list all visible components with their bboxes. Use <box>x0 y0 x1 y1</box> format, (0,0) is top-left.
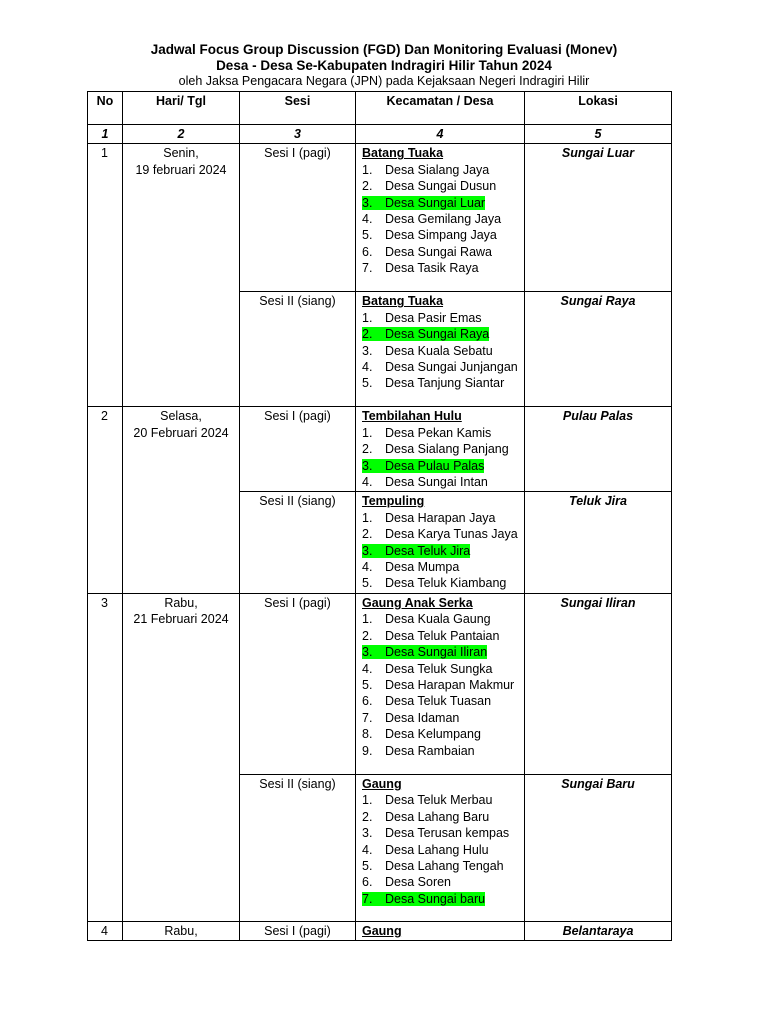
column-number: 4 <box>356 125 525 144</box>
district-cell <box>356 292 525 407</box>
date: 20 Februari 2024 <box>133 425 229 440</box>
day-name: Senin, <box>163 146 199 161</box>
village-name: Desa Sungai Dusun <box>385 179 497 194</box>
village-item-content <box>362 843 489 857</box>
location: Belantaraya <box>525 921 672 940</box>
village-item-content <box>362 826 509 840</box>
village-item-content <box>362 360 518 374</box>
village-item <box>362 842 518 858</box>
column-number: 5 <box>525 125 672 144</box>
village-item-content <box>362 678 514 692</box>
village-number: 1. <box>362 793 373 808</box>
village-number: 2. <box>362 628 373 643</box>
village-item-content <box>362 212 501 226</box>
village-item-content <box>362 793 492 807</box>
village-item-content <box>362 727 481 741</box>
session-label: Sesi I (pagi) <box>240 144 356 292</box>
village-item <box>362 526 518 542</box>
village-item-content <box>362 163 489 177</box>
village-number: 3. <box>362 543 373 558</box>
district-cell <box>356 144 525 292</box>
village-number: 4. <box>362 212 373 227</box>
village-number: 4. <box>362 360 373 375</box>
village-name: Desa Lahang Baru <box>385 809 490 824</box>
village-item-content <box>362 261 479 275</box>
district-name: Gaung <box>362 776 402 791</box>
village-item <box>362 260 518 276</box>
village-item <box>362 543 518 559</box>
village-item <box>362 628 518 644</box>
village-name: Desa Teluk Jira <box>385 543 471 558</box>
village-number: 6. <box>362 244 373 259</box>
district-name: Batang Tuaka <box>362 294 444 309</box>
village-name: Desa Terusan kempas <box>385 826 510 841</box>
village-item-content <box>362 327 489 341</box>
village-item-content <box>362 475 488 489</box>
village-name: Desa Lahang Hulu <box>385 842 489 857</box>
village-name: Desa Gemilang Jaya <box>385 212 502 227</box>
village-number: 2. <box>362 442 373 457</box>
day-name: Selasa, <box>160 409 202 424</box>
village-item-content <box>362 875 451 889</box>
location: Pulau Palas <box>525 407 672 492</box>
village-item-content <box>362 612 491 626</box>
district-name: Gaung Anak Serka <box>362 595 473 610</box>
village-number: 3. <box>362 343 373 358</box>
village-item-content <box>362 694 491 708</box>
village-item <box>362 661 518 677</box>
location: Sungai Baru <box>525 774 672 921</box>
village-name: Desa Pulau Palas <box>385 458 485 473</box>
village-item-content <box>362 311 482 325</box>
village-number: 1. <box>362 510 373 525</box>
row-number: 1 <box>88 144 123 407</box>
village-item <box>362 792 518 808</box>
district-cell <box>356 492 525 593</box>
village-name: Desa Sialang Jaya <box>385 162 490 177</box>
village-item <box>362 425 518 441</box>
village-name: Desa Teluk Merbau <box>385 793 493 808</box>
village-number: 2. <box>362 809 373 824</box>
village-name: Desa Sialang Panjang <box>385 442 509 457</box>
village-item-content <box>362 245 492 259</box>
village-number: 3. <box>362 458 373 473</box>
document-title-line1: Jadwal Focus Group Discussion (FGD) Dan Monitoring Evaluasi (Monev) <box>150 42 618 57</box>
village-name: Desa Sungai Intan <box>385 475 488 490</box>
village-item <box>362 375 518 391</box>
village-number: 6. <box>362 875 373 890</box>
village-item <box>362 677 518 693</box>
village-item-content <box>362 629 499 643</box>
village-item <box>362 858 518 874</box>
village-name: Desa Kelumpang <box>385 727 481 742</box>
column-number: 1 <box>88 125 123 144</box>
village-item-content <box>362 859 504 873</box>
header-date: Hari/ Tgl <box>123 92 240 125</box>
village-item <box>362 178 518 194</box>
location: Sungai Iliran <box>525 593 672 774</box>
day-name: Rabu, <box>164 923 198 938</box>
village-name: Desa Teluk Kiambang <box>385 576 507 591</box>
village-item <box>362 244 518 260</box>
village-item <box>362 211 518 227</box>
village-number: 4. <box>362 475 373 490</box>
row-number: 4 <box>88 921 123 940</box>
village-number: 3. <box>362 195 373 210</box>
village-item <box>362 326 518 342</box>
village-item <box>362 726 518 742</box>
village-item <box>362 359 518 375</box>
village-number: 2. <box>362 527 373 542</box>
village-number: 3. <box>362 645 373 660</box>
village-number: 7. <box>362 891 373 906</box>
day-date-cell <box>123 593 240 921</box>
village-number: 2. <box>362 327 373 342</box>
village-name: Desa Sungai Luar <box>385 195 486 210</box>
village-name: Desa Sungai Rawa <box>385 244 493 259</box>
village-item <box>362 227 518 243</box>
village-item <box>362 474 518 490</box>
village-item-content <box>362 662 492 676</box>
session-label: Sesi I (pagi) <box>240 921 356 940</box>
village-item-content <box>362 711 459 725</box>
district-cell <box>356 593 525 774</box>
schedule-row <box>88 144 672 292</box>
village-number: 9. <box>362 743 373 758</box>
village-number: 5. <box>362 376 373 391</box>
village-name: Desa Lahang Tengah <box>385 858 504 873</box>
village-name: Desa Teluk Pantaian <box>385 628 500 643</box>
village-name: Desa Pasir Emas <box>385 310 482 325</box>
schedule-row <box>88 593 672 774</box>
village-item-content <box>362 527 518 541</box>
village-item-content <box>362 344 493 358</box>
location: Sungai Raya <box>525 292 672 407</box>
village-item-content <box>362 544 470 558</box>
village-item <box>362 195 518 211</box>
village-number: 5. <box>362 858 373 873</box>
day-name: Rabu, <box>164 595 198 610</box>
day-date-cell <box>123 407 240 593</box>
village-item-content <box>362 892 485 906</box>
village-item-content <box>362 744 475 758</box>
village-name: Desa Rambaian <box>385 743 475 758</box>
village-item <box>362 458 518 474</box>
village-item-content <box>362 228 497 242</box>
village-number: 4. <box>362 661 373 676</box>
date: 21 Februari 2024 <box>133 612 229 627</box>
village-name: Desa Tasik Raya <box>385 261 479 276</box>
village-name: Desa Simpang Jaya <box>385 228 497 243</box>
village-name: Desa Harapan Makmur <box>385 677 515 692</box>
village-item-content <box>362 426 491 440</box>
village-item <box>362 510 518 526</box>
village-name: Desa Mumpa <box>385 560 460 575</box>
session-label: Sesi II (siang) <box>240 492 356 593</box>
village-item <box>362 891 518 907</box>
village-item <box>362 343 518 359</box>
district-cell <box>356 921 525 940</box>
document-title-line2: Desa - Desa Se-Kabupaten Indragiri Hilir Tahun 2024 <box>216 58 552 73</box>
village-item-content <box>362 645 487 659</box>
village-number: 1. <box>362 425 373 440</box>
column-number-row <box>88 125 672 144</box>
village-item-content <box>362 442 509 456</box>
village-item-content <box>362 810 489 824</box>
session-label: Sesi I (pagi) <box>240 593 356 774</box>
header-no: No <box>88 92 123 125</box>
village-name: Desa Sungai Junjangan <box>385 360 518 375</box>
village-number: 1. <box>362 310 373 325</box>
session-label: Sesi II (siang) <box>240 774 356 921</box>
row-number: 2 <box>88 407 123 593</box>
village-item-content <box>362 560 459 574</box>
village-number: 7. <box>362 261 373 276</box>
schedule-row <box>88 921 672 940</box>
village-item-content <box>362 576 506 590</box>
header-session: Sesi <box>240 92 356 125</box>
district-name: Batang Tuaka <box>362 146 444 161</box>
header-district: Kecamatan / Desa <box>356 92 525 125</box>
day-date-cell <box>123 921 240 940</box>
village-name: Desa Idaman <box>385 710 460 725</box>
village-item <box>362 559 518 575</box>
row-number: 3 <box>88 593 123 921</box>
village-item <box>362 710 518 726</box>
district-cell <box>356 774 525 921</box>
schedule-table <box>87 91 672 941</box>
village-number: 1. <box>362 612 373 627</box>
column-number: 3 <box>240 125 356 144</box>
district-name: Tempuling <box>362 494 425 509</box>
village-number: 2. <box>362 179 373 194</box>
district-cell <box>356 407 525 492</box>
village-item-content <box>362 459 484 473</box>
village-name: Desa Teluk Sungka <box>385 661 493 676</box>
village-item-content <box>362 511 495 525</box>
village-name: Desa Sungai Iliran <box>385 645 488 660</box>
village-name: Desa Karya Tunas Jaya <box>385 527 518 542</box>
location: Teluk Jira <box>525 492 672 593</box>
village-number: 3. <box>362 826 373 841</box>
district-name: Gaung <box>362 923 402 938</box>
village-item <box>362 693 518 709</box>
village-item <box>362 825 518 841</box>
village-number: 8. <box>362 727 373 742</box>
village-number: 1. <box>362 162 373 177</box>
column-number: 2 <box>123 125 240 144</box>
village-item <box>362 874 518 890</box>
village-number: 4. <box>362 842 373 857</box>
header-location: Lokasi <box>525 92 672 125</box>
date: 19 februari 2024 <box>135 162 227 177</box>
village-item <box>362 743 518 759</box>
schedule-row <box>88 407 672 492</box>
village-name: Desa Sungai Raya <box>385 327 490 342</box>
village-name: Desa Harapan Jaya <box>385 510 496 525</box>
village-number: 5. <box>362 576 373 591</box>
village-item <box>362 441 518 457</box>
village-number: 5. <box>362 228 373 243</box>
village-name: Desa Soren <box>385 875 452 890</box>
village-name: Desa Sungai baru <box>385 891 486 906</box>
village-name: Desa Kuala Gaung <box>385 612 491 627</box>
district-name: Tembilahan Hulu <box>362 409 462 424</box>
village-item <box>362 162 518 178</box>
village-number: 7. <box>362 710 373 725</box>
village-number: 6. <box>362 694 373 709</box>
village-item-content <box>362 179 496 193</box>
session-label: Sesi II (siang) <box>240 292 356 407</box>
village-item <box>362 644 518 660</box>
village-item <box>362 611 518 627</box>
village-number: 5. <box>362 677 373 692</box>
village-name: Desa Kuala Sebatu <box>385 343 493 358</box>
location: Sungai Luar <box>525 144 672 292</box>
village-name: Desa Tanjung Siantar <box>385 376 505 391</box>
village-item <box>362 809 518 825</box>
village-number: 4. <box>362 560 373 575</box>
village-item <box>362 310 518 326</box>
session-label: Sesi I (pagi) <box>240 407 356 492</box>
header-row <box>88 92 672 125</box>
village-name: Desa Teluk Tuasan <box>385 694 492 709</box>
village-item-content <box>362 376 504 390</box>
document-subtitle: oleh Jaksa Pengacara Negara (JPN) pada Kejaksaan Negeri Indragiri Hilir <box>178 74 590 88</box>
village-item <box>362 575 518 591</box>
day-date-cell <box>123 144 240 407</box>
village-item-content <box>362 196 485 210</box>
village-name: Desa Pekan Kamis <box>385 425 492 440</box>
